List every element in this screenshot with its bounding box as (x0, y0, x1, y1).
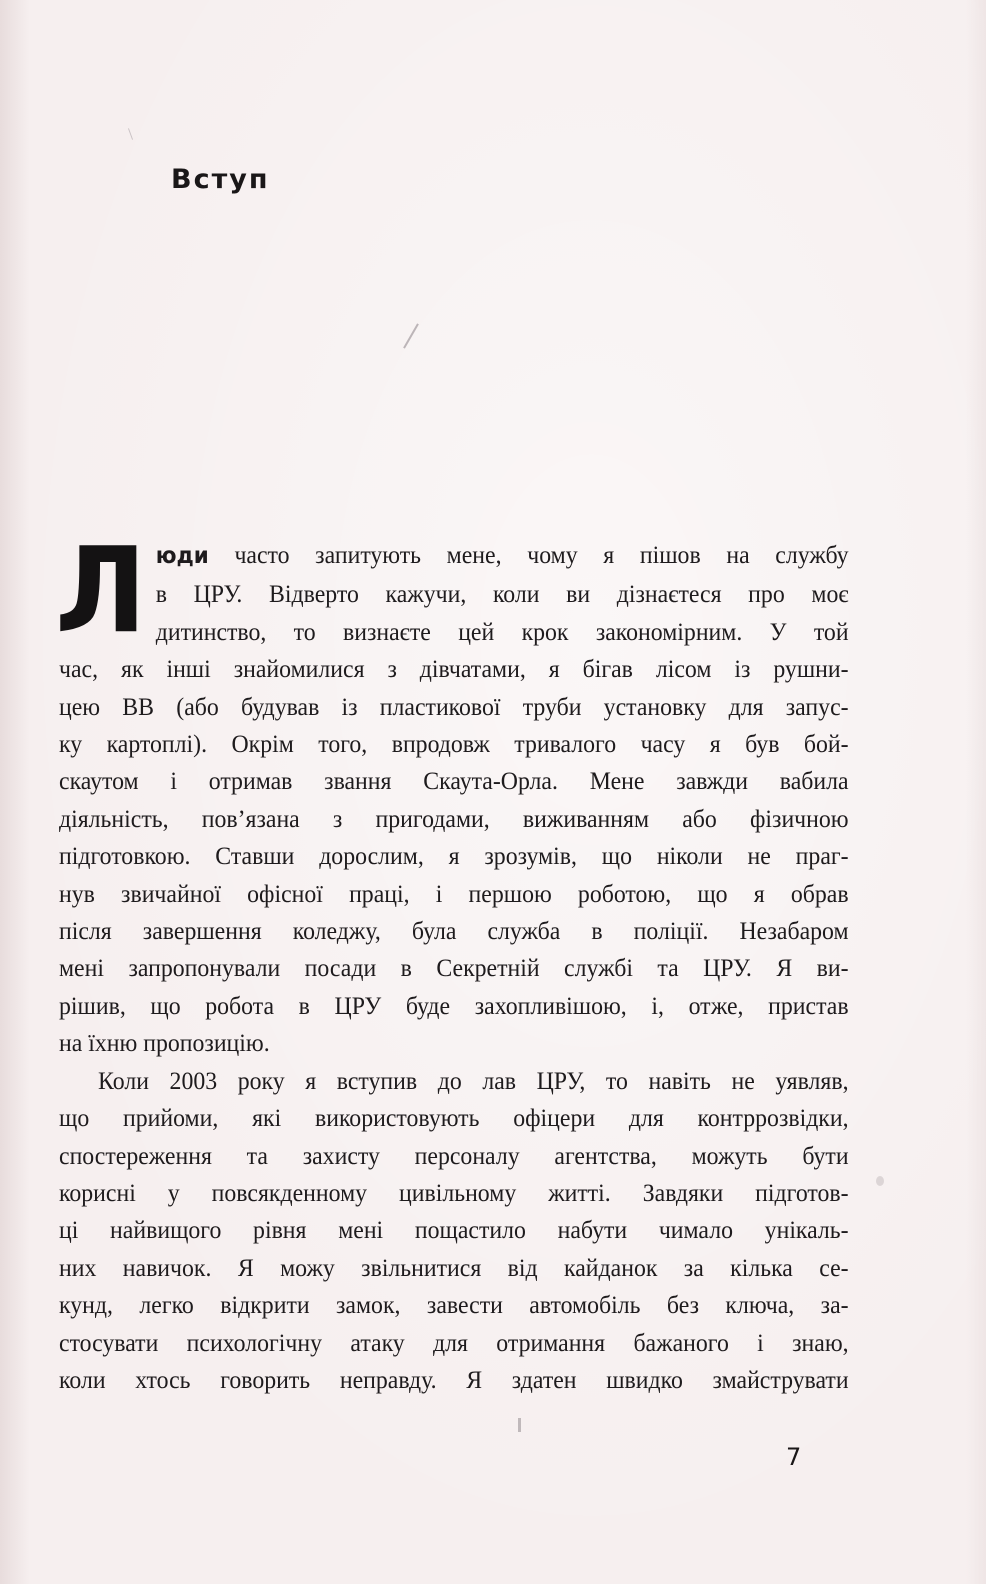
text-line: юди часто запитують мене, чому я пішов на службу (155, 540, 849, 569)
text-line: діяльність, пов’язана з пригодами, виживанням або фізичною (59, 803, 849, 833)
paper-spot (876, 1176, 884, 1186)
text-line: мені запропонували посади в Секретній службі та ЦРУ. Я ви- (59, 953, 849, 983)
text-line: після завершення коледжу, була служба в поліції. Незабаром (59, 916, 849, 946)
text-line: кунд, легко відкрити замок, завести автомобіль без ключа, за- (59, 1290, 849, 1320)
text-line: на їхню пропозицію. (59, 1028, 270, 1058)
text-line: в ЦРУ. Відверто кажучи, коли ви дізнаєтеся про моє (155, 579, 849, 609)
page-number: 7 (786, 1443, 802, 1471)
text-line: стосувати психологічну атаку для отримання бажаного і знаю, (59, 1327, 849, 1357)
text-line: корисні у повсякденному цивільному житті. Завдяки підготов- (59, 1177, 849, 1207)
text-line: час, як інші знайомилися з дівчатами, я бігав лісом із рушни- (59, 654, 849, 684)
text-line: рішив, що робота в ЦРУ буде захопливішою, і, отже, пристав (59, 990, 849, 1020)
text-line: цею ВВ (або будував із пластикової труби установку для запус- (59, 691, 849, 721)
paragraph-1 (55, 521, 849, 1062)
text-line: що прийоми, які використовують офіцери для контррозвідки, (59, 1103, 849, 1133)
text-line: ку картоплі). Окрім того, впродовж тривалого часу я був бой- (59, 729, 849, 759)
text-line: нув звичайної офісної праці, і першою роботою, що я обрав (59, 878, 849, 908)
paragraph-2 (59, 1062, 849, 1399)
text-line: скаутом і отримав звання Скаута-Орла. Мене завжди вабила (59, 766, 849, 796)
text-line: спостереження та захисту персоналу агентства, можуть бути (59, 1140, 849, 1170)
text-line: підготовкою. Ставши дорослим, я зрозумів, що ніколи не праг- (59, 841, 849, 871)
paper-mark (518, 1418, 521, 1432)
text-line: ці найвищого рівня мені пощастило набути чимало унікаль- (59, 1215, 849, 1245)
paper-mark (403, 323, 419, 348)
text-line: коли хтось говорить неправду. Я здатен швидко змайструвати (59, 1364, 849, 1394)
chapter-heading: Вступ (171, 164, 270, 195)
drop-cap: Л (55, 521, 147, 659)
text-line: дитинство, то визнаєте цей крок закономірним. У той (155, 616, 849, 646)
text-line: них навичок. Я можу звільнитися від кайданок за кілька се- (59, 1252, 849, 1282)
paper-mark (128, 128, 133, 140)
lead-word: юди (155, 543, 209, 569)
text-line: Коли 2003 року я вступив до лав ЦРУ, то навіть не уявляв, (98, 1065, 849, 1095)
body-text (55, 521, 849, 1398)
